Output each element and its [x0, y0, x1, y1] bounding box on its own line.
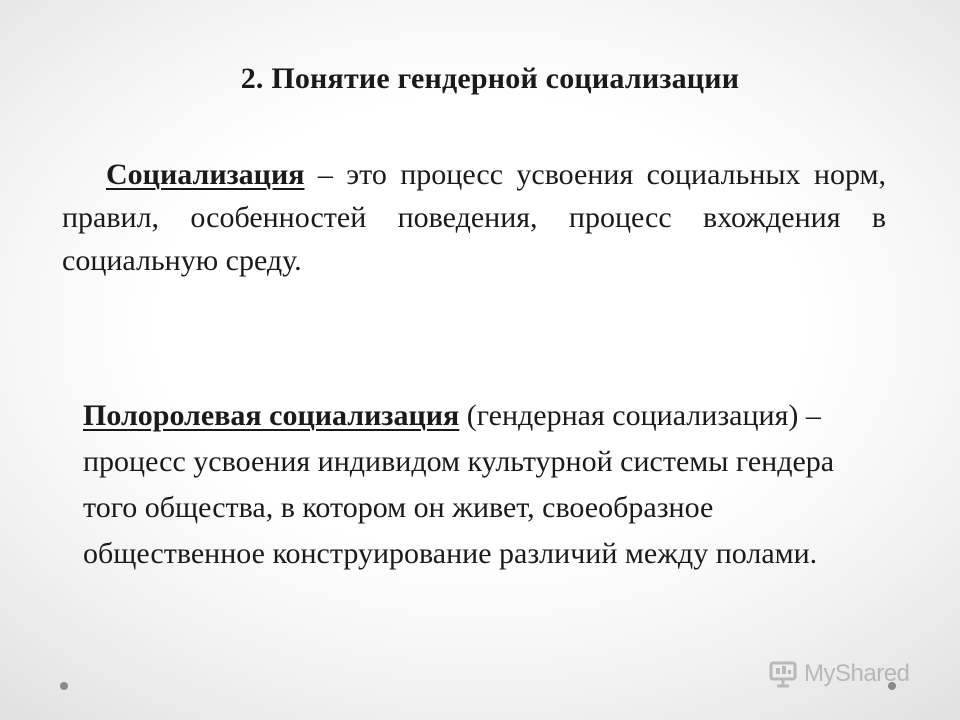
- definition-gender-socialization: [83, 393, 843, 577]
- presentation-icon: [768, 659, 798, 689]
- definition-term: Социализация: [106, 158, 305, 191]
- definition-term: Полоролевая социализация: [83, 399, 460, 432]
- decorative-dot-left: [60, 682, 68, 690]
- slide-title: 2. Понятие гендерной социализации: [240, 62, 740, 95]
- definition-text: (гендерная социализация) – процесс усвоения индивидом культурной системы гендера того общества, в котором он живет, своеобразное общественное конструирование различий между полами.: [83, 399, 835, 570]
- watermark-logo: [768, 657, 909, 691]
- watermark-text: MyShared: [804, 660, 910, 687]
- definition-socialization: [62, 153, 886, 282]
- definition-text: – это процесс усвоения социальных норм, правил, особенностей поведения, процесс вхождения в социальную среду.: [62, 158, 886, 277]
